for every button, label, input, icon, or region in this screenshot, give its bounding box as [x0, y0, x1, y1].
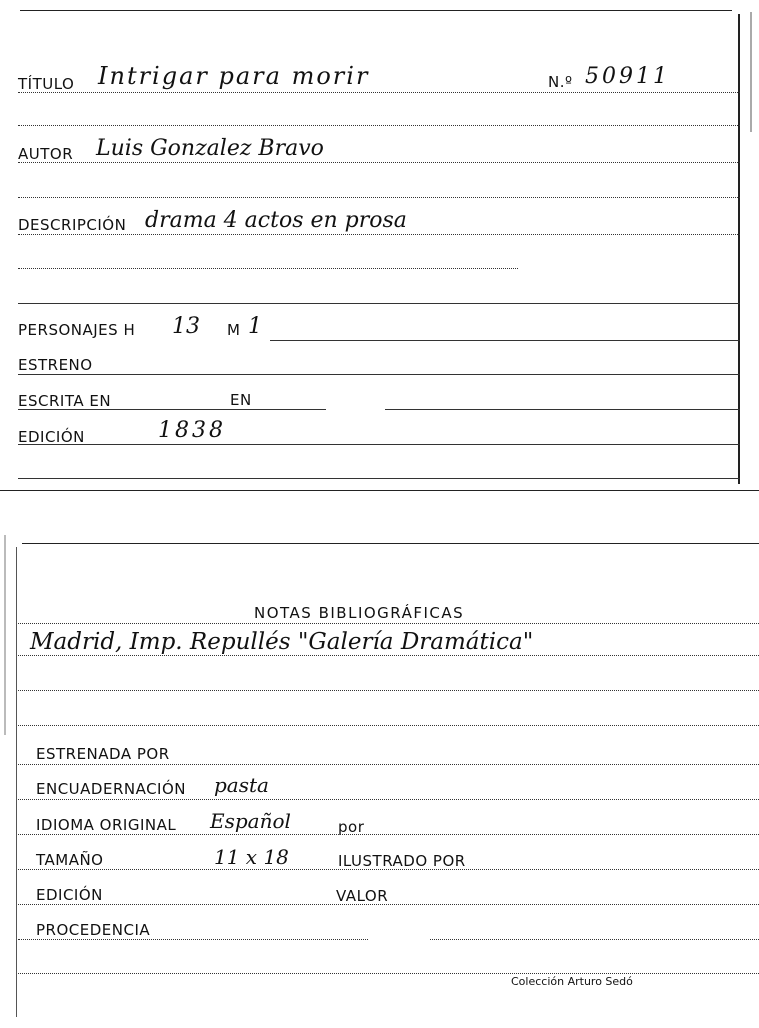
- edicion-value: 1838: [158, 418, 226, 443]
- titulo-label: TÍTULO: [18, 75, 75, 93]
- encuadernacion-value: pasta: [214, 773, 269, 797]
- catalog-card-bottom: [0, 535, 759, 1028]
- tamano-value: 11 x 18: [214, 845, 289, 869]
- descripcion-line: [18, 234, 740, 235]
- descripcion-value: drama 4 actos en prosa: [145, 208, 407, 233]
- idioma-value: Español: [210, 809, 291, 833]
- bottom-rule: [18, 478, 740, 479]
- card-top-border-bottom: [0, 490, 759, 491]
- estreno-line: [18, 374, 740, 375]
- encuadernacion-label: ENCUADERNACIÓN: [36, 780, 187, 798]
- coleccion-stamp: Colección Arturo Sedó: [511, 975, 633, 988]
- final-line: [18, 973, 759, 974]
- personajes-line: [270, 340, 740, 341]
- valor-label: VALOR: [336, 887, 389, 905]
- card-bottom-left-edge: [4, 535, 6, 735]
- idioma-label: IDIOMA ORIGINAL: [36, 816, 177, 834]
- notas-line-3: [18, 725, 759, 726]
- idioma-por-label: por: [338, 818, 365, 836]
- numero-value: 50911: [585, 64, 670, 89]
- notas-heading-line: [18, 623, 759, 624]
- notas-value: Madrid, Imp. Repullés "Galería Dramática": [30, 629, 534, 655]
- edicion-label: EDICIÓN: [18, 428, 85, 446]
- numero-label: N.º: [548, 73, 573, 91]
- tamano-line: [18, 869, 759, 870]
- autor-value: Luis Gonzalez Bravo: [96, 136, 324, 161]
- edicion-bottom-label: EDICIÓN: [36, 886, 103, 904]
- personajes-m-value: 1: [248, 314, 262, 339]
- escrita-line-right: [385, 409, 740, 410]
- card-top-right-edge: [750, 12, 752, 132]
- personajes-h-value: 13: [172, 314, 200, 339]
- blank-line-4: [18, 303, 740, 304]
- notas-line-1: [18, 655, 759, 656]
- tamano-label: TAMAÑO: [36, 851, 104, 869]
- personajes-m-label: M: [227, 321, 241, 339]
- notas-line-2: [18, 690, 759, 691]
- escrita-label: ESCRITA EN: [18, 392, 112, 410]
- procedencia-label: PROCEDENCIA: [36, 921, 151, 939]
- edicion-line: [18, 444, 740, 445]
- edicion-bottom-line: [18, 904, 759, 905]
- autor-label: AUTOR: [18, 145, 74, 163]
- blank-line-2: [18, 197, 740, 198]
- card-bottom-border-top: [22, 543, 759, 544]
- card-top-border-right: [738, 14, 740, 484]
- titulo-value: Intrigar para morir: [98, 62, 370, 90]
- notas-heading: NOTAS BIBLIOGRÁFICAS: [254, 604, 465, 622]
- escrita-line-left: [18, 409, 326, 410]
- idioma-line: [18, 834, 759, 835]
- titulo-line: [18, 92, 740, 93]
- blank-line-1: [18, 125, 740, 126]
- estrenada-line: [18, 764, 759, 765]
- card-bottom-border-left: [16, 547, 17, 1017]
- estreno-label: ESTRENO: [18, 356, 93, 374]
- personajes-label: PERSONAJES H: [18, 321, 136, 339]
- card-top-border-top: [20, 10, 732, 11]
- encuadernacion-line: [18, 799, 759, 800]
- autor-line: [18, 162, 740, 163]
- blank-line-3: [18, 268, 518, 269]
- escrita-en-label: EN: [230, 391, 252, 409]
- procedencia-line-left: [18, 939, 368, 940]
- estrenada-label: ESTRENADA POR: [36, 745, 170, 763]
- ilustrado-label: ILUSTRADO POR: [338, 852, 466, 870]
- procedencia-line-right: [430, 939, 759, 940]
- catalog-card-top: [0, 0, 759, 500]
- descripcion-label: DESCRIPCIÓN: [18, 216, 127, 234]
